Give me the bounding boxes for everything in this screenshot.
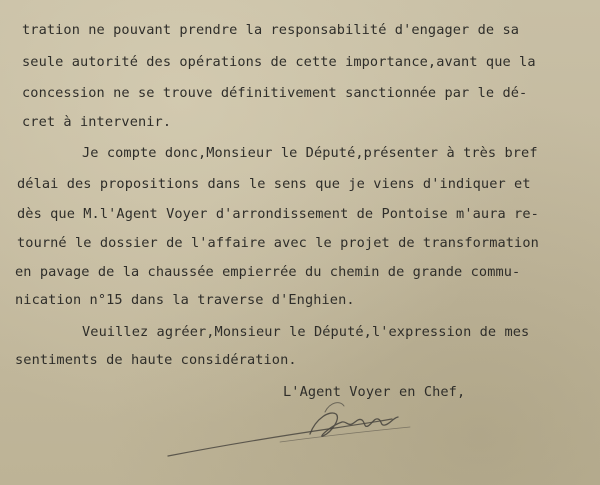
text-line: en pavage de la chaussée empierrée du chemin de grande commu- <box>15 264 521 280</box>
text-line: concession ne se trouve définitivement sanctionnée par le dé- <box>22 85 528 101</box>
text-line: seule autorité des opérations de cette importance,avant que la <box>22 54 536 70</box>
text-line: tration ne pouvant prendre la responsabilité d'engager de sa <box>22 22 520 38</box>
signature-title: L'Agent Voyer en Chef, <box>283 384 466 400</box>
handwritten-signature <box>160 398 440 468</box>
text-line: délai des propositions dans le sens que je viens d'indiquer et <box>17 176 531 192</box>
text-line: dès que M.l'Agent Voyer d'arrondissement de Pontoise m'aura re- <box>17 206 539 222</box>
text-line: tourné le dossier de l'affaire avec le projet de transformation <box>17 235 539 251</box>
text-line: nication n°15 dans la traverse d'Enghien. <box>15 292 355 308</box>
text-line: Veuillez agréer,Monsieur le Député,l'expression de mes <box>82 324 530 340</box>
text-line: Je compte donc,Monsieur le Député,présenter à très bref <box>82 145 538 161</box>
text-line: cret à intervenir. <box>22 114 172 130</box>
text-line: sentiments de haute considération. <box>15 352 297 368</box>
